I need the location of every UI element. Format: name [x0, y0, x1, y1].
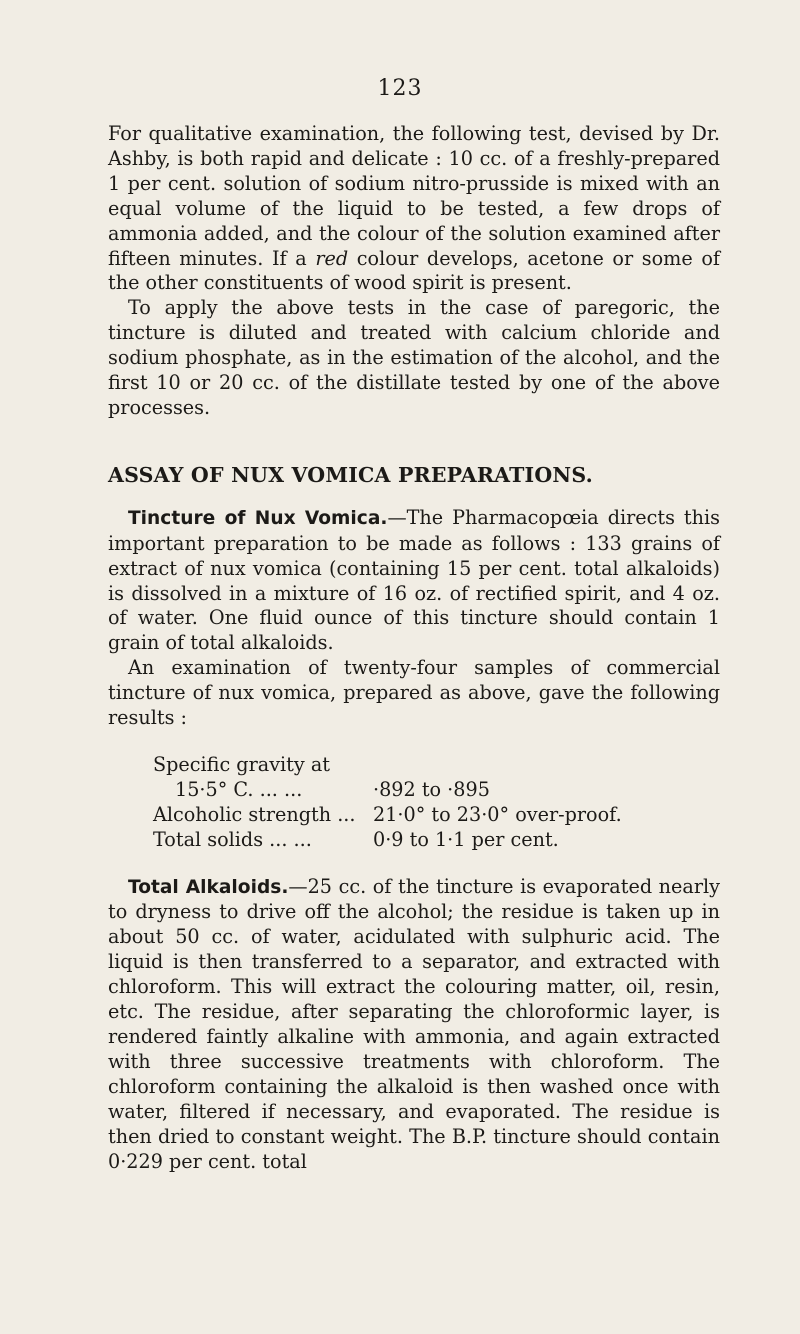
results-label: Specific gravity at — [153, 752, 330, 776]
tincture-lead: Tincture of Nux Vomica. — [128, 507, 388, 529]
results-value: 0·9 to 1·1 per cent. — [373, 827, 559, 851]
intro-paragraph-2: To apply the above tests in the case of paregoric, the tincture is diluted and treated with calcium chloride and sodium phosphate, as in the estimation of the alcohol, and the first 10 or 20 cc. of the distillate tested by one of the above processes. — [108, 296, 720, 419]
results-row — [153, 828, 720, 853]
alkaloids-lead: Total Alkaloids. — [128, 876, 289, 898]
section-heading: ASSAY OF NUX VOMICA PREPARATIONS. — [108, 462, 593, 487]
results-label: Alcoholic strength ... — [153, 802, 356, 826]
intro-italic-red: red — [315, 246, 349, 270]
results-row — [153, 753, 720, 778]
results-label: Total solids ... ... — [153, 827, 312, 851]
page-body — [108, 122, 720, 1174]
alkaloids-paragraph — [108, 875, 720, 1175]
tincture-paragraph-2: An examination of twenty-four samples of commercial tincture of nux vomica, prepared as above, gave the following results : — [108, 656, 720, 730]
intro-text-a: For qualitative examination, the following test, devised by Dr. Ashby, is both rapid and delicate : 10 cc. of a freshly-prepared 1 per cent. solution of sodium nitro-prusside is mixed with an equal volume of the liquid to be tested, a few drops of ammonia added, and the colour of the solution examined after fifteen minutes. If a — [108, 122, 720, 270]
alkaloids-text: —25 cc. of the tincture is evaporated nearly to dryness to drive off the alcohol; the residue is taken up in about 50 cc. of water, acidulated with sulphuric acid. The liquid is then transferred to a separator, and extracted with chloroform. This will extract the colouring matter, oil, resin, etc. The residue, after separating the chloroformic layer, is rendered faintly alkaline with ammonia, and again extracted with three successive treatments with chloroform. The chloroform containing the alkaloid is then washed once with water, filtered if necessary, and evaporated. The residue is then dried to constant weight. The B.P. tincture should contain 0·229 per cent. total — [108, 874, 720, 1173]
intro-paragraph-1 — [108, 122, 720, 296]
tincture-text: —The Pharmacopœia directs this important preparation to be made as follows : 133 grains of extract of nux vomica (containing 15 per cent. total alkaloids) is dissolved in a mixture of 16 oz. of rectified spirit, and 4 oz. of water. One fluid ounce of this tincture should contain 1 grain of total alkaloids. — [108, 505, 720, 655]
results-row — [153, 803, 720, 828]
results-table — [108, 753, 720, 853]
page-number: 123 — [377, 76, 423, 101]
results-value: 21·0° to 23·0° over-proof. — [373, 802, 622, 826]
results-value: ·892 to ·895 — [373, 777, 490, 801]
intro-text-b: colour develops, acetone or some of the other constituents of wood spirit is present. — [108, 246, 720, 295]
tincture-paragraph-1 — [108, 506, 720, 656]
results-row — [153, 778, 720, 803]
results-label-continued: 15·5° C. ... ... — [175, 777, 303, 801]
